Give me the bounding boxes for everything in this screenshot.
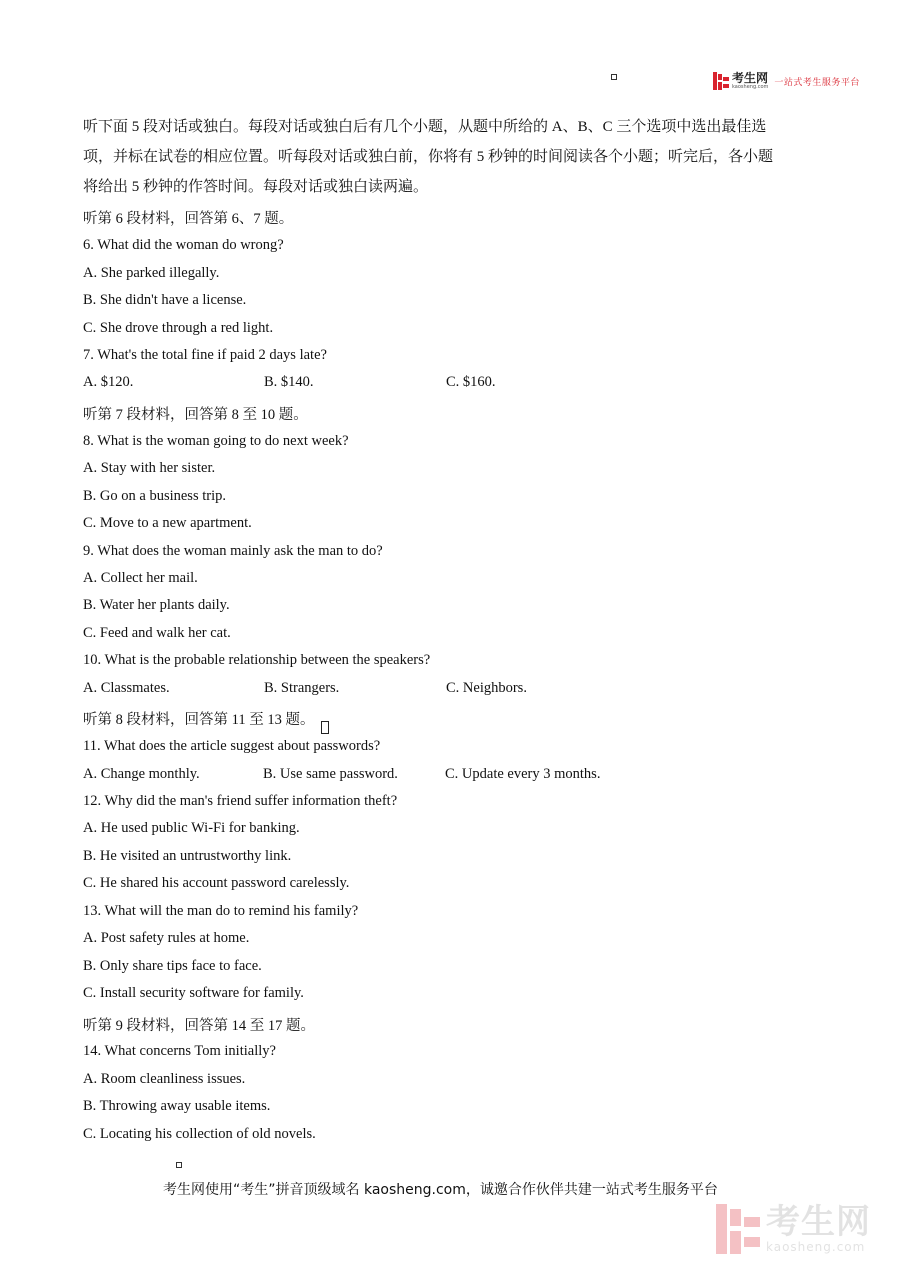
option: A. Change monthly. bbox=[83, 766, 200, 782]
marker-square bbox=[176, 1162, 182, 1168]
option: A. Stay with her sister. bbox=[83, 460, 216, 476]
option: A. Post safety rules at home. bbox=[83, 930, 250, 946]
option: C. Install security software for family. bbox=[83, 985, 304, 1001]
option: B. Only share tips face to face. bbox=[83, 958, 262, 974]
kaosheng-watermark bbox=[716, 1204, 871, 1254]
option: C. He shared his account password carelessly. bbox=[83, 875, 350, 891]
intro-line: 听下面 5 段对话或独白。每段对话或独白后有几个小题，从题中所给的 A、B、C 三个选项中选出最佳选 bbox=[83, 119, 767, 135]
option: B. $140. bbox=[264, 374, 314, 390]
option: C. Update every 3 months. bbox=[445, 766, 601, 782]
intro-line: 项，并标在试卷的相应位置。听每段对话或独白前，你将有 5 秒钟的时间阅读各个小题；听完后，各小题 bbox=[83, 149, 774, 165]
question-7: 7. What's the total fine if paid 2 days late? bbox=[83, 347, 327, 363]
option: A. She parked illegally. bbox=[83, 265, 220, 281]
option: A. Room cleanliness issues. bbox=[83, 1071, 246, 1087]
text-cursor-marker bbox=[321, 721, 329, 734]
option: A. He used public Wi-Fi for banking. bbox=[83, 820, 300, 836]
section-heading: 听第 7 段材料，回答第 8 至 10 题。 bbox=[83, 407, 308, 423]
logo-title: 考生网 bbox=[732, 71, 769, 85]
kaosheng-logo-icon bbox=[713, 72, 729, 90]
option: C. Feed and walk her cat. bbox=[83, 625, 231, 641]
option: C. Neighbors. bbox=[446, 680, 527, 696]
option: C. She drove through a red light. bbox=[83, 320, 274, 336]
option: B. Use same password. bbox=[263, 766, 398, 782]
option: A. Classmates. bbox=[83, 680, 170, 696]
question-10: 10. What is the probable relationship between the speakers? bbox=[83, 652, 431, 668]
footer-text: 考生网使用“考生”拼音顶级域名 kaosheng.com，诚邀合作伙伴共建一站式考生服务平台 bbox=[163, 1182, 718, 1198]
question-6: 6. What did the woman do wrong? bbox=[83, 237, 284, 253]
intro-line: 将给出 5 秒钟的作答时间。每段对话或独白读两遍。 bbox=[83, 179, 429, 195]
option: C. Move to a new apartment. bbox=[83, 515, 252, 531]
option: B. She didn't have a license. bbox=[83, 292, 247, 308]
logo-domain: kaosheng.com bbox=[732, 84, 769, 90]
watermark-title: 考生网 bbox=[766, 1202, 871, 1242]
option: A. $120. bbox=[83, 374, 134, 390]
question-13: 13. What will the man do to remind his family? bbox=[83, 903, 359, 919]
option: A. Collect her mail. bbox=[83, 570, 198, 586]
option: B. He visited an untrustworthy link. bbox=[83, 848, 292, 864]
option: C. $160. bbox=[446, 374, 496, 390]
logo-slogan: 一站式考生服务平台 bbox=[774, 77, 860, 88]
marker-square bbox=[611, 74, 617, 80]
question-9: 9. What does the woman mainly ask the man to do? bbox=[83, 543, 383, 559]
option: B. Water her plants daily. bbox=[83, 597, 230, 613]
section-heading: 听第 6 段材料，回答第 6、7 题。 bbox=[83, 211, 294, 227]
kaosheng-logo bbox=[713, 72, 860, 90]
question-8: 8. What is the woman going to do next week? bbox=[83, 433, 349, 449]
section-heading: 听第 9 段材料，回答第 14 至 17 题。 bbox=[83, 1018, 315, 1034]
kaosheng-watermark-icon bbox=[716, 1204, 760, 1254]
option: B. Throwing away usable items. bbox=[83, 1098, 271, 1114]
option: B. Go on a business trip. bbox=[83, 488, 226, 504]
option: B. Strangers. bbox=[264, 680, 340, 696]
section-heading: 听第 8 段材料，回答第 11 至 13 题。 bbox=[83, 712, 315, 728]
watermark-domain: kaosheng.com bbox=[766, 1240, 866, 1254]
question-12: 12. Why did the man's friend suffer information theft? bbox=[83, 793, 398, 809]
question-14: 14. What concerns Tom initially? bbox=[83, 1043, 276, 1059]
question-11: 11. What does the article suggest about passwords? bbox=[83, 738, 381, 754]
option: C. Locating his collection of old novels. bbox=[83, 1126, 316, 1142]
